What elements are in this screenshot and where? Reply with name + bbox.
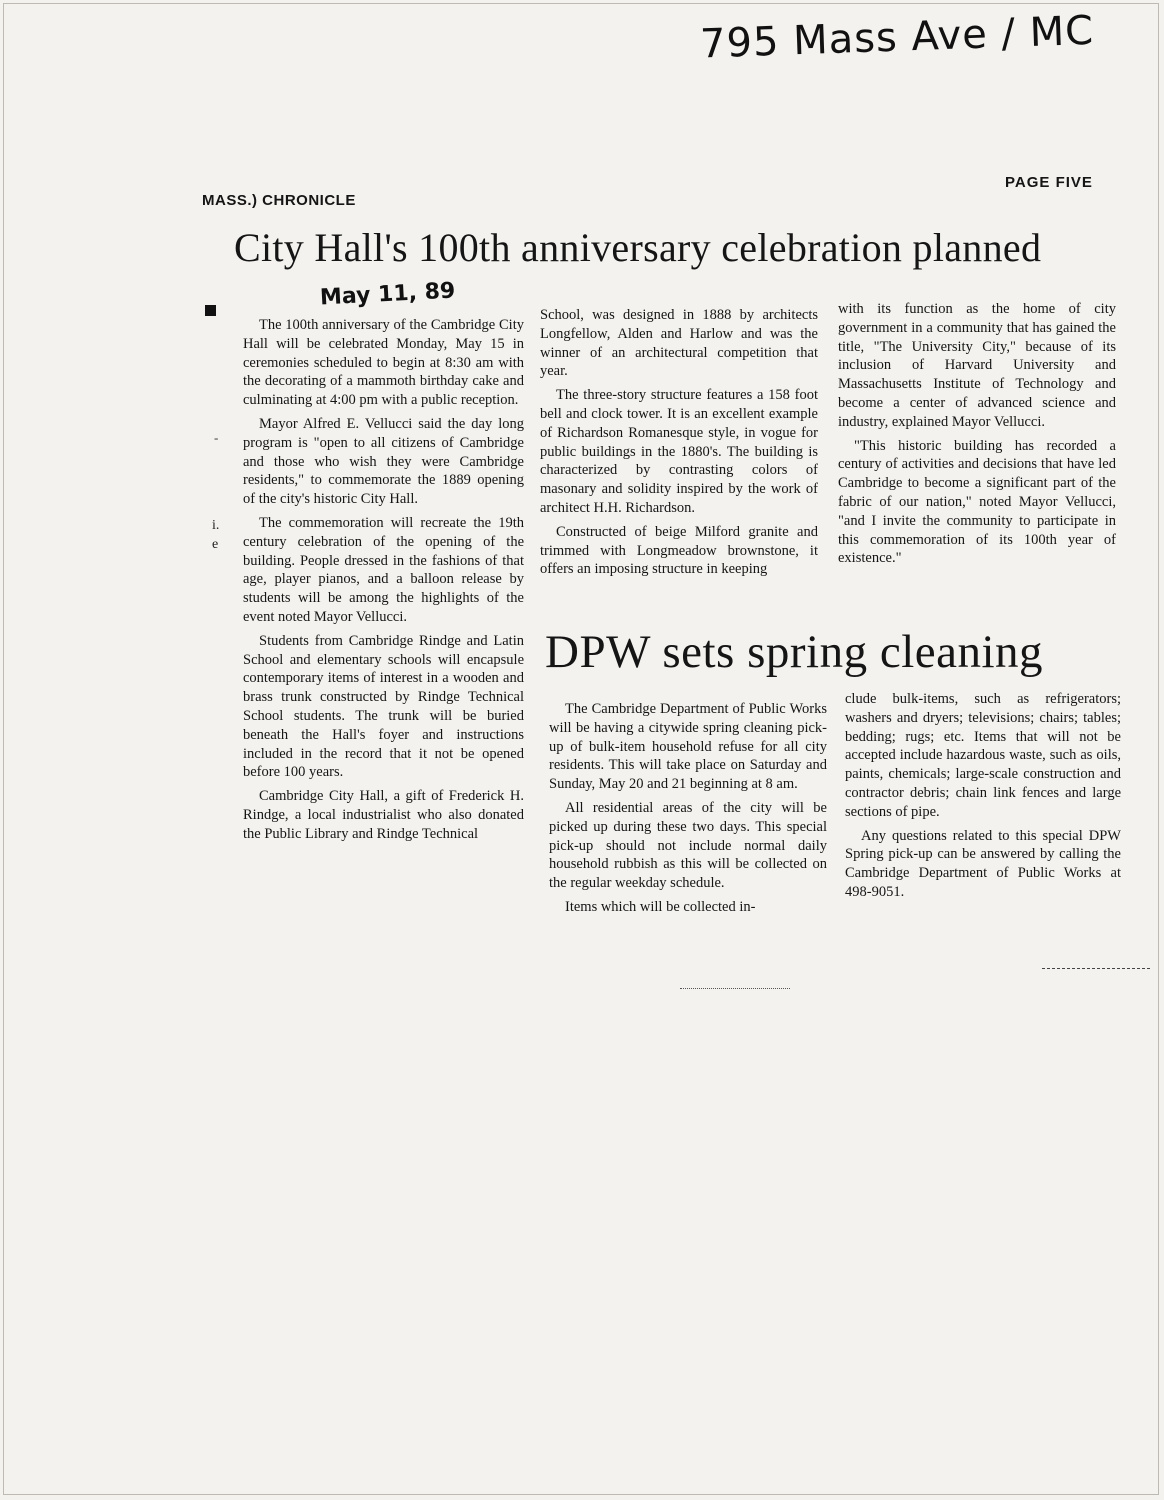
article-headline-city-hall: City Hall's 100th anniversary celebration planned [234,225,1042,270]
publication-masthead: MASS.) CHRONICLE [202,192,356,209]
paragraph: The 100th anniversary of the Cambridge City Hall will be celebrated Monday, May 15 in ceremonies scheduled to begin at 8:30 am with the decorating of a mammoth birthday cake and culminating at 4:00 pm with a public reception. [243,317,524,409]
paragraph: All residential areas of the city will be picked up during these two days. This special pick-up should not include normal daily household rubbish as this will be collected on the regular weekday schedule. [549,799,827,892]
paragraph: The commemoration will recreate the 19th century celebration of the opening of the building. People dressed in the fashions of that age, player pianos, and a balloon release by students will be among the highlights of the event noted Mayor Vellucci. [243,514,524,625]
handwritten-address-note: 795 Mass Ave / MC [699,7,1095,68]
article2-column-2 [845,690,1121,907]
paragraph: Students from Cambridge Rindge and Latin School and elementary schools will encapsule contemporary items of interest in a wooden and brass trunk constructed by Rindge Technical School students. The trunk will be buried beneath the Hall's foyer and instructions included in the record that it not be opened before 100 years. [243,632,524,781]
paragraph: clude bulk-items, such as refrigerators; washers and dryers; televisions; chairs; tables; bedding; rugs; etc. Items that will not be accepted include hazardous waste, such as oils, paints, chemicals; large-scale construction and contractor debris; chain link fences and large sections of pipe. [845,691,1121,820]
paragraph: Any questions related to this special DPW Spring pick-up can be answered by calling the Cambridge Department of Public Works at 498-9051. [845,827,1121,900]
page-number: PAGE FIVE [1005,174,1093,191]
square-bullet-icon [205,305,216,316]
margin-marks [212,516,219,554]
article2-column-1 [549,700,827,922]
article1-column-3 [838,300,1116,573]
paragraph: Constructed of beige Milford granite and trimmed with Longmeadow brownstone, it offers an imposing structure in keeping [540,523,818,578]
paragraph: Items which will be collected in- [565,898,756,915]
paragraph: Cambridge City Hall, a gift of Frederick H. Rindge, a local industrialist who also donated the Public Library and Rindge Technical [243,788,524,842]
paragraph: with its function as the home of city government in a community that has gained the title, "The University City," because of its inclusion of Harvard University and Massachusetts Institute of Technology and become a center of advanced science and industry, explained Mayor Vellucci. [838,301,1116,430]
article-headline-dpw: DPW sets spring cleaning [545,626,1044,678]
margin-mark: - [214,430,219,445]
paragraph: "This historic building has recorded a century of activities and decisions that have led Cambridge to become a significant part of the fabric of our nation," noted Mayor Vellucci, "and I invite the community to participate in this commemoration of its 100th year of existence." [838,437,1116,567]
scan-dash-line [1042,968,1150,969]
article1-column-2 [540,306,818,584]
handwritten-date-note: May 11, 89 [319,278,456,311]
paragraph: The Cambridge Department of Public Works will be having a citywide spring cleaning pick-up of bulk-item household refuse for all city residents. This will take place on Saturday and Sunday, May 20 and 21 beginning at 8 am. [549,701,827,793]
margin-mark: i. [212,518,220,533]
paragraph: School, was designed in 1888 by architects Longfellow, Alden and Harlow and was the winner of an architectural competition that year. [540,307,818,380]
scan-dot-line [680,988,790,989]
paragraph: The three-story structure features a 158 foot bell and clock tower. It is an excellent example of Richardson Romanesque style, in vogue for public buildings in the 1880's. The building is characterized by contrasting colors of masonary and solidity inspired by the work of architect H.H. Richardson. [540,387,818,516]
paragraph: Mayor Alfred E. Vellucci said the day long program is "open to all citizens of Cambridge and those who wish they were Cambridge residents," to commemorate the 1889 opening of the city's historic City Hall. [243,415,524,508]
article1-column-1 [243,316,524,849]
margin-mark: e [212,537,219,552]
